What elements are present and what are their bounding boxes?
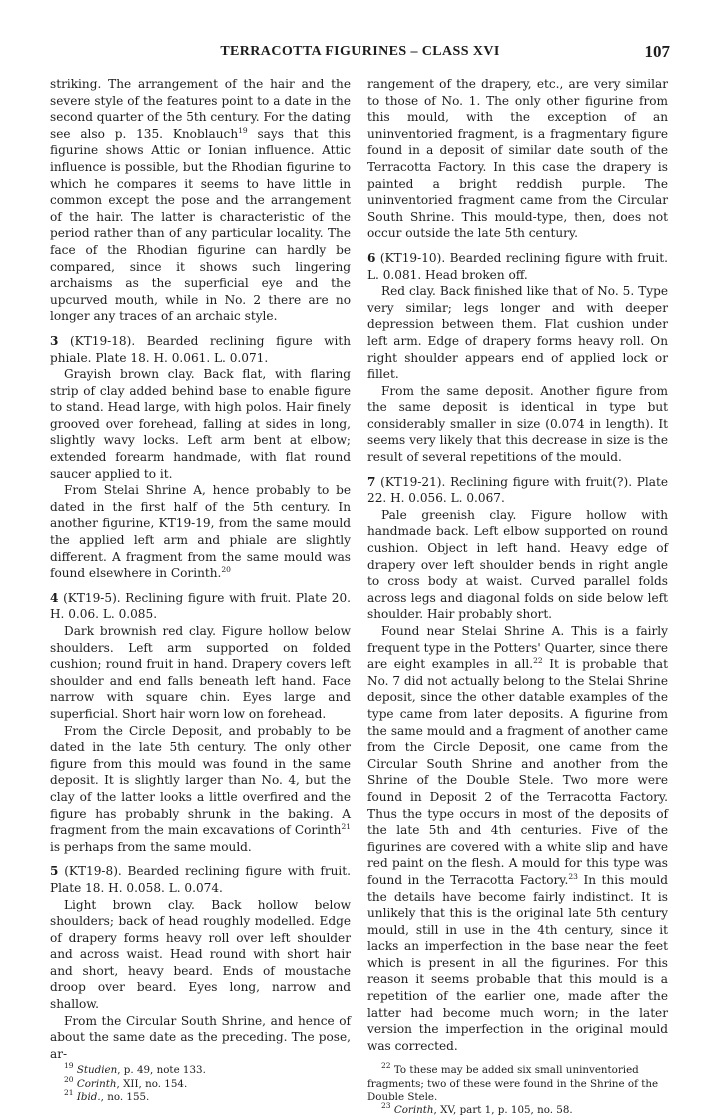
intro-paragraph: striking. The arrangement of the hair and the severe style of the features point to a date in the second quarter of the 5th century. For the dating see also p. 135. Knoblauch$^{19}$ says that this figurine shows Attic or Ionian influence. Attic influence is possible, but the Rhodian figurine to which he compares it seems to have little in common except the pose and the arrangement of the hair. The latter is characteristic of the period rather than of any particular locality. The face of the Rhodian figurine can hardly be compared, since it shows such lingering archaisms as the superficial eye and the upcurved mouth, while in No. 2 there are no longer any traces of an archaic style.	[50, 77, 351, 324]
entry-3-heading: 3 (KT19-18). Bearded reclining figure with phiale. Plate 18. H. 0.061. L. 0.071.	[50, 333, 351, 365]
entry-7-heading: 7 (KT19-21). Reclining figure with fruit(?). Plate 22. H. 0.056. L. 0.067.	[367, 474, 668, 506]
entry-3-provenance: From Stelai Shrine A, hence probably to be dated in the first half of the 5th century. In another figurine, KT19-19, from the same mould the applied left arm and phiale are slightly different. A fragment from the same mould was found elsewhere in Corinth.$^{20}$	[50, 483, 351, 581]
entry-5-heading: 5 (KT19-8). Bearded reclining figure with fruit. Plate 18. H. 0.058. L. 0.074.	[50, 864, 351, 895]
entry-6-heading: 6 (KT19-10). Bearded reclining figure with fruit. L. 0.081. Head broken off.	[367, 250, 668, 282]
footnote-22: $^{22}$ To these may be added six small uninventoried fragments; two of these were found in the Shrine of the Double Stele.	[367, 1061, 659, 1103]
footnote-ref-21: 21	[341, 822, 351, 832]
entry-4-description: Dark brownish red clay. Figure hollow below shoulders. Left arm supported on folded cushion; round fruit in hand. Drapery covers left shoulder and end falls beneath left hand. Face narrow with square chin. Eyes large and superficial. Short hair worn low on forehead.	[50, 624, 351, 721]
footnote-19: $^{19}$ Studien, p. 49, note 133.	[64, 1061, 206, 1077]
entry-7-provenance: Found near Stelai Shrine A. This is a fairly frequent type in the Potters' Quarter, since there are eight examples in all.$^{22}$ It is probable that No. 7 did not actually belong to the Stelai Shrine deposit, since the other datable examples of the type came from later deposits. A figurine from the same mould and a fragment of another came from the Circle Deposit, one came from the Circular South Shrine and another from the Shrine of the Double Stele. Two more were found in Deposit 2 of the Terracotta Factory. Thus the type occurs in most of the deposits of the late 5th and 4th centuries. Five of the figurines are covered with a white slip and have red paint on the flesh. A mould for this type was found in the Terracotta Factory.$^{23}$ In this mould the details have become fairly indistinct. It is unlikely that this is the original late 5th century mould, still in use in the 4th century, since it lacks an imperfection in the base near the feet which is present in all the figurines. For this reason it seems probable that this mould is a repetition of the earlier one, made after the latter had become much worn; in the later version the imperfection in the original mould was corrected.	[367, 624, 668, 1053]
footnote-ref-22: 22	[533, 656, 543, 666]
footnote-ref-23: 23	[568, 871, 578, 881]
footnote-ref-20: 20	[221, 565, 231, 575]
footnote-20: $^{20}$ Corinth, XII, no. 154.	[64, 1074, 188, 1090]
footnotes-left	[50, 1061, 351, 1104]
entry-5-description: Light brown clay. Back hollow below shoulders; back of head roughly modelled. Edge of drapery forms heavy roll over left shoulder and across waist. Head round with short hair and short, heavy beard. Ends of moustache droop over beard. Eyes long, narrow and shallow.	[50, 897, 351, 1012]
footnote-21: $^{21}$ Ibid., no. 155.	[64, 1087, 150, 1103]
footnote-23: $^{23}$ Corinth, XV, part 1, p. 105, no. 58.	[381, 1101, 573, 1117]
entry-number: 5	[50, 864, 59, 879]
left-column	[50, 76, 351, 1104]
entry-3-description: Grayish brown clay. Back flat, with flaring strip of clay added behind base to enable figure to stand. Head large, with high polos. Hair finely grooved over forehead, falling at sides in long, slightly wavy locks. Left arm bent at elbow; extended forearm handmade, with flat round saucer applied to it.	[50, 367, 351, 481]
footnotes-right	[367, 1061, 668, 1117]
entry-number: 7	[367, 474, 376, 489]
entry-6-description: Red clay. Back finished like that of No. 5. Type very similar; legs longer and with deeper depression between them. Flat cushion under left arm. Edge of drapery forms heavy roll. On right shoulder appears end of applied lock or fillet.	[367, 284, 668, 382]
footnote-ref-19: 19	[238, 125, 248, 135]
right-column	[367, 76, 668, 1117]
continuation-paragraph: rangement of the drapery, etc., are very similar to those of No. 1. The only other figurine from this mould, with the exception of an uninventoried fragment, is a fragmentary figure found in a deposit of similar date south of the Terracotta Factory. In this case the drapery is painted a bright reddish purple. The uninventoried fragment came from the Circular South Shrine. This mould-type, then, does not occur outside the late 5th century.	[367, 77, 668, 241]
running-title: TERRACOTTA FIGURINES – CLASS XVI	[220, 44, 500, 59]
entry-number: 3	[50, 333, 59, 348]
entry-7-description: Pale greenish clay. Figure hollow with handmade back. Left elbow supported on round cushion. Object in left hand. Heavy edge of drapery over left shoulder bends in right angle to cross body at waist. Curved parallel folds across legs and diagonal folds on side below left shoulder. Hair probably short.	[367, 507, 668, 622]
entry-number: 4	[50, 590, 59, 605]
entry-5-provenance: From the Circular South Shrine, and hence of about the same date as the preceding. The pose, ar-	[50, 1013, 351, 1061]
entry-4-heading: 4 (KT19-5). Reclining figure with fruit. Plate 20. H. 0.06. L. 0.085.	[50, 590, 351, 622]
entry-6-provenance: From the same deposit. Another figure from the same deposit is identical in type but considerably smaller in size (0.074 in length). It seems very likely that this decrease in size is the result of several repetitions of the mould.	[367, 383, 668, 465]
page-number: 107	[644, 42, 670, 61]
entry-number: 6	[367, 250, 376, 265]
entry-4-provenance: From the Circle Deposit, and probably to be dated in the late 5th century. The only other figure from this mould was found in the same deposit. It is slightly larger than No. 4, but the clay of the latter looks a little overfired and the figure has probably shrunk in the baking. A fragment from the main excavations of Corinth$^{21}$ is perhaps from the same mould.	[50, 723, 351, 854]
running-header	[50, 44, 670, 64]
